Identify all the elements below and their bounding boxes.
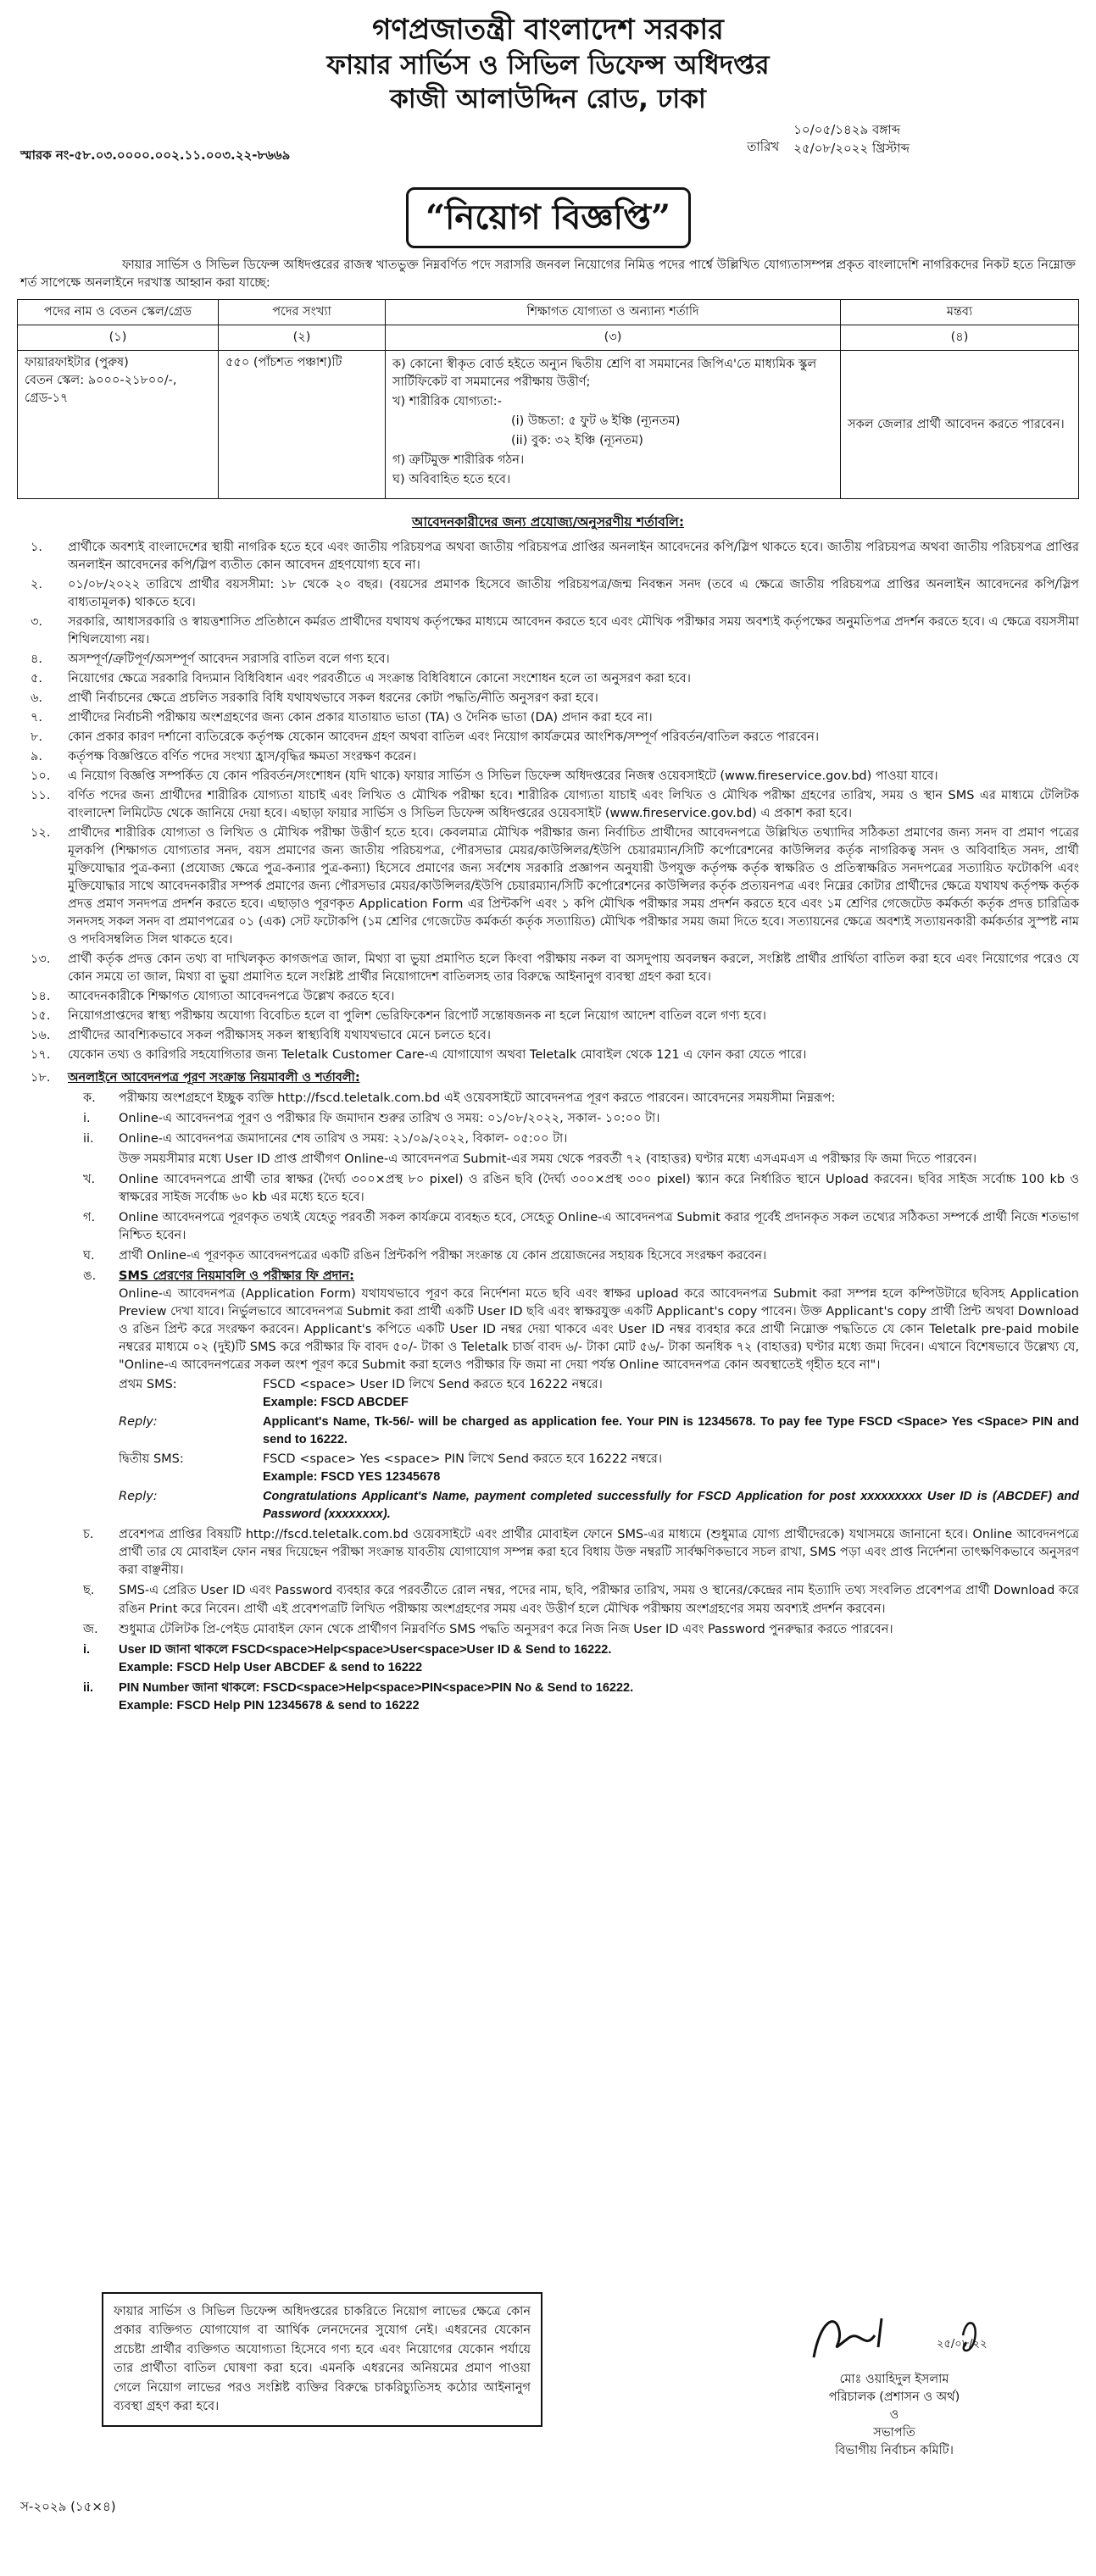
- department-name: ফায়ার সার্ভিস ও সিভিল ডিফেন্স অধিদপ্তর: [326, 49, 770, 80]
- second-sms-example: Example: FSCD YES 12345678: [263, 1470, 441, 1485]
- header-post-name: পদের নাম ও বেতন স্কেল/গ্রেড: [18, 300, 219, 325]
- online-ka-text: পরীক্ষায় অংশগ্রহণে ইচ্ছুক ব্যক্তি http://fscd.teletalk.com.bd এই ওয়েবসাইটে আবেদনপত্র পূরণ করতে পারবেন। আবেদনের সময়সীমা নিম্নরূপ:: [119, 1091, 836, 1106]
- item-text: প্রার্থীদের নির্বাচনী পরীক্ষায় অংশগ্রহণের জন্য কোন প্রকার যাতায়াত ভাতা (TA) ও দৈনিক ভাতা (DA) প্রদান করা হবে না।: [68, 710, 653, 724]
- item-number: ১০.: [31, 769, 51, 783]
- item-text: প্রার্থীদের শারীরিক যোগ্যতা ও লিখিত ও মৌখিক পরীক্ষা উত্তীর্ণ হতে হবে। কেবলমাত্র মৌখিক পরীক্ষার জন্য নির্বাচিত প্রার্থীদের আবেদনপত্রে উল্লিখিত তথ্যাদির সঠিকতা প্রমাণের জন্য সনদ বা প্রমাণ পত্রের মূলকপি (শিক্ষাগত যোগ্যতার সনদ, বয়স প্রমাণের জন্য জাতীয় পরিচয়পত্র, পৌরসভার মেয়র/কাউন্সিলর/ইউপি চেয়ারম্যান/সিটি কর্পোরেশনের কাউন্সিলর কর্তৃক নাগরিকত্ব সনদ ও অবিবাহিত সনদ, প্রার্থী মুক্তিযোদ্ধার পুত্র-কন্যা (প্রযোজ্য ক্ষেত্রে পুত্র-কন্যার পুত্র-কন্যা) হিসেবে প্রমাণের জন্য সর্বশেষ সরকারি প্রজ্ঞাপন অনুযায়ী উপযুক্ত কর্তৃপক্ষ কর্তৃক স্বাক্ষরিত ও প্রতিস্বাক্ষরিত সনদপত্রের সত্যায়িত ফটোকপি এবং মুক্তিযোদ্ধার সাথে আবেদনকারীর সম্পর্ক প্রমাণের জন্য পৌরসভার মেয়র/কাউন্সিলর/ইউপি চেয়ারম্যান/সিটি কর্পোরেশনের কাউন্সিলর কর্তৃক প্রত্যয়নপত্র এবং নিম্নের কোটার প্রার্থীদের ক্ষেত্রে যথাযথ কর্তৃপক্ষ কর্তৃক প্রদত্ত প্রমাণ সনদপত্র প্রদর্শন করতে হবে। এছাড়াও পূরণকৃত Application Form এর প্রিন্টকপি এবং ১ কপি মৌখিক পরীক্ষার সময় প্রদর্শন করতে হবে এবং ১ম শ্রেণির গেজেটেড কর্মকর্তা কর্তৃক প্রদত্ত চারিত্রিক সনদসহ সকল সনদ বা প্রমাণপত্রের ০১ (এক) সেট ফটোকপি (১ম শ্রেণির গেজেটেড কর্মকর্তা কর্তৃক সত্যায়িত) মৌখিক পরীক্ষার সময় জমা দিতে হবে। সত্যায়নের ক্ষেত্রে অবশ্যই সত্যায়নকারী কর্মকর্তার সুস্পষ্ট নাম ও পদবিসম্বলিত সিল থাকতে হবে।: [68, 825, 1079, 947]
- signature-block: [754, 2305, 1034, 2460]
- online-item-ja: [68, 1621, 1079, 1639]
- item-text: কোন প্রকার কারণ দর্শানো ব্যতিরেকে কর্তৃপক্ষ যেকোন আবেদন গ্রহণ অথবা বাতিল এবং নিয়োগ কার্যক্রমের আংশিক/সম্পূর্ণ পরিবর্তন/বাতিল করতে পারবেন।: [68, 730, 820, 744]
- item-text: নিয়োগপ্রাপ্তদের স্বাস্থ্য পরীক্ষায় অযোগ্য বিবেচিত হলে বা পুলিশ ভেরিফিকেশন রিপোর্ট সন্তোষজনক না হলে নিয়োগ আদেশ বাতিল বলে গণ্য হবে।: [68, 1009, 766, 1024]
- header-post-count: পদের সংখ্যা: [219, 300, 386, 325]
- date-bangla: ১০/০৫/১৪২৯ বঙ্গাব্দ: [793, 122, 901, 138]
- second-sms-row: [119, 1451, 1079, 1486]
- admit-download-text: SMS-এ প্রেরিত User ID এবং Password ব্যবহার করে পরবর্তীতে রোল নম্বর, পদের নাম, ছবি, পরীক্ষার তারিখ, সময় ও স্থানের/কেন্দ্রের নাম ইত্যাদি তথ্য সংবলিত প্রবেশপত্র প্রার্থী Download করে রঙিন Print করে নিবেন। প্রার্থী এই প্রবেশপত্রটি লিখিত পরীক্ষায় অংশগ্রহণের সময় এবং উত্তীর্ণ হলে মৌখিক পরীক্ষায় অংশগ্রহণের সময় অবশ্যই প্রদর্শন করবেন।: [119, 1584, 1079, 1616]
- sms-rules-body: Online-এ আবেদনপত্র (Application Form) যথাযথভাবে পূরণ করে নির্দেশনা মতে ছবি এবং স্বাক্ষর upload করে আবেদনপত্র Submit করা সম্পন্ন হলে কম্পিউটারে ছবিসহ Application Preview দেখা যাবে। নির্ভুলভাবে আবেদনপত্র Submit করা প্রার্থী একটি User ID ছবি এবং স্বাক্ষরযুক্ত একটি Applicant's copy পাবেন। উক্ত Applicant's copy প্রার্থী প্রিন্ট অথবা Download ও রঙিন প্রিন্ট করে সংরক্ষণ করবেন। Applicant's কপিতে একটি User ID নম্বর দেয়া থাকবে এবং User ID নম্বর ব্যবহার করে প্রার্থী নিম্নোক্ত পদ্ধতিতে যে কোন Teletalk pre-paid mobile নম্বরের মাধ্যমে ০২ (দুই)টি SMS করে পরীক্ষার ফি বাবদ ৫০/- টাকা ও Teletalk চার্জ বাবদ ৬/- টাকা মোট ৫৬/- টাকা অনধিক ৭২ (বাহাত্তর) ঘণ্টার মধ্যে জমা দিবেন। এখানে বিশেষভাবে উল্লেখ্য যে, "Online-এ আবেদনপত্রের সকল অংশ পূরণ করে Submit করা হলেও পরীক্ষার ফি জমা না দেয়া পর্যন্ত Online আবেদনপত্র কোন অবস্থাতেই গৃহীত হবে না"।: [119, 1287, 1079, 1373]
- end-date-text: Online-এ আবেদনপত্র জমাদানের শেষ তারিখ ও সময়: ২১/০৯/২০২২, বিকাল- ০৫:০০ টা।: [119, 1132, 568, 1146]
- col-number: (৩): [386, 325, 841, 351]
- committee-name: বিভাগীয় নির্বাচন কমিটি।: [835, 2444, 954, 2458]
- first-reply-row: [119, 1413, 1079, 1449]
- online-item-ja-ii: [68, 1679, 1079, 1715]
- intro-paragraph: ফায়ার সার্ভিস ও সিভিল ডিফেন্স অধিদপ্তরের রাজস্ব খাতভুক্ত নিম্নবর্ণিত পদে সরাসরি জনবল নিয়োগের নিমিত্ত পদের পার্শ্বে উল্লিখিত যোগ্যতাসম্পন্ন প্রকৃত বাংলাদেশি নাগরিকদের নিকট হতে নিম্নোক্ত শর্ত সাপেক্ষে অনলাইনে দরখাস্ত আহ্বান করা যাচ্ছে:: [20, 258, 1076, 291]
- item-number: ১.: [31, 540, 43, 554]
- item-marker: ঙ.: [83, 1269, 97, 1284]
- list-item: [17, 576, 1079, 612]
- second-sms-label: দ্বিতীয় SMS:: [119, 1452, 184, 1467]
- online-item-ja-i: [68, 1641, 1079, 1677]
- item-number: ১৮.: [31, 1071, 51, 1085]
- item-text: ০১/০৮/২০২২ তারিখে প্রার্থীর বয়সসীমা: ১৮ থেকে ২০ বছর। (বয়সের প্রমাণক হিসেবে জাতীয় পরিচয়পত্র/জন্ম নিবন্ধন সনদ (তবে এ ক্ষেত্রে জাতীয় পরিচয়পত্র প্রাপ্তির অনলাইন আবেদনের কপি/স্লিপ বাধ্যতামূলক) থাকতে হবে।: [68, 577, 1079, 609]
- list-item: [17, 768, 1079, 786]
- start-date-text: Online-এ আবেদনপত্র পূরণ ও পরীক্ষার ফি জমাদান শুরুর তারিখ ও সময়: ০১/০৮/২০২২, সকাল- ১০:০০ টা।: [119, 1112, 660, 1126]
- item-text: প্রার্থী নির্বাচনের ক্ষেত্রে প্রচলিত সরকারি বিধি যথাযথভাবে সকল ধরনের কোটা পদ্ধতি/নীতি অনুসরণ করা হবে।: [68, 691, 598, 705]
- signature-mark: [754, 2305, 1034, 2371]
- first-sms-example: Example: FSCD ABCDEF: [263, 1396, 409, 1410]
- qualification-item: (i) উচ্চতা: ৫ ফুট ৬ ইঞ্চি (ন্যূনতম): [511, 414, 681, 429]
- qualification-item: ঘ) অবিবাহিত হতে হবে।: [392, 473, 511, 487]
- item-marker: ii.: [83, 1680, 94, 1695]
- list-item: [17, 787, 1079, 823]
- online-section-title: অনলাইনে আবেদনপত্র পূরণ সংক্রান্ত নিয়মাবলী ও শর্তাবলী:: [68, 1071, 360, 1085]
- second-sms-format: FSCD <space> Yes <space> PIN লিখে Send করতে হবে 16222 নম্বরে।: [263, 1452, 663, 1467]
- item-number: ১৫.: [31, 1009, 51, 1024]
- memo-number: স্মারক নং-৫৮.০৩.০০০০.০০২.১১.০০৩.২২-৮৬৬৯: [20, 147, 291, 164]
- signatory-name: মোঃ ওয়াহিদুল ইসলাম: [839, 2373, 949, 2386]
- item-marker: ঘ.: [83, 1249, 95, 1263]
- second-reply-row: [119, 1488, 1079, 1524]
- grade: গ্রেড-১৭: [25, 391, 69, 406]
- item-number: ৮.: [31, 730, 43, 744]
- item-marker: ক.: [83, 1091, 96, 1106]
- print-serial: স-২০২৯ (১৫×৪): [20, 2499, 116, 2514]
- item-number: ১৪.: [31, 990, 51, 1003]
- online-ka-note: উক্ত সময়সীমার মধ্যে User ID প্রাপ্ত প্রার্থীগণ Online-এ আবেদনপত্র Submit-এর সময় থেকে পরবর্তী ৭২ (বাহাত্তর) ঘণ্টার মধ্যে এসএমএস এ পরীক্ষার ফি জমা দিতে পারবেন।: [119, 1152, 977, 1167]
- reply-label: Reply:: [119, 1490, 158, 1504]
- col-number: (৪): [841, 325, 1079, 351]
- signatory-designation: পরিচালক (প্রশাসন ও অর্থ): [828, 2390, 960, 2405]
- col-number: (১): [18, 325, 219, 351]
- list-item: [17, 1046, 1079, 1064]
- item-marker: চ.: [83, 1528, 94, 1542]
- letterhead: [17, 12, 1079, 116]
- government-name: গণপ্রজাতন্ত্রী বাংলাদেশ সরকার: [372, 13, 724, 47]
- online-item-ga: [68, 1209, 1079, 1245]
- conditions-list: [17, 539, 1079, 1715]
- photo-upload-text: Online আবেদনপত্রে প্রার্থী তার স্বাক্ষর (দৈর্ঘ্য ৩০০×প্রস্থ ৮০ pixel) ও রঙিন ছবি (দৈর্ঘ্য ৩০০×প্রস্থ ৩০০ pixel) স্ক্যান করে নির্ধারিত স্থানে Upload করবেন। ছবির সাইজ সর্বোচ্চ 100 kb ও স্বাক্ষরের সাইজ সর্বোচ্চ ৬০ kb এর মধ্যে হতে হবে।: [119, 1173, 1079, 1205]
- online-item-cha: [68, 1526, 1079, 1579]
- notice-title: “নিয়োগ বিজ্ঞপ্তি”: [406, 187, 691, 248]
- qualification-item: ক) কোনো স্বীকৃত বোর্ড হইতে অন্যুন দ্বিতীয় শ্রেণি বা সমমানের জিপিএ'তে মাধ্যমিক স্কুল সার্টিফিকেট বা সমমানের পরীক্ষায় উত্তীর্ণ;: [392, 358, 817, 390]
- accuracy-text: Online আবেদনপত্রে পূরণকৃত তথ্যই যেহেতু পরবর্তী সকল কার্যক্রমে ব্যবহৃত হবে, সেহেতু Online-এ আবেদনপত্র Submit করার পূর্বেই প্রদানকৃত সকল তথ্যের সঠিকতা সম্পর্কে প্রার্থী নিজে শতভাগ নিশ্চিত হবেন।: [119, 1211, 1079, 1243]
- item-text: কর্তৃপক্ষ বিজ্ঞপ্তিতে বর্ণিত পদের সংখ্যা হ্রাস/বৃদ্ধির ক্ষমতা সংরক্ষণ করেন।: [68, 749, 417, 763]
- first-sms-label: প্রথম SMS:: [119, 1378, 177, 1392]
- item-marker: ছ.: [83, 1584, 95, 1598]
- list-item: [17, 951, 1079, 986]
- signatory-and: ও: [889, 2408, 899, 2423]
- post-count: ৫৫০ (পাঁচশত পঞ্চাশ)টি: [219, 351, 386, 499]
- column-number-row: [18, 325, 1079, 351]
- qualification-item: (ii) বুক: ৩২ ইঞ্চি (ন্যূনতম): [511, 434, 643, 448]
- item-number: ৫.: [31, 671, 43, 686]
- online-item-chha: [68, 1582, 1079, 1618]
- remarks: সকল জেলার প্রার্থী আবেদন করতে পারবেন।: [841, 351, 1079, 499]
- print-copy-text: প্রার্থী Online-এ পূরণকৃত আবেদনপত্রের একটি রঙিন প্রিন্টকপি পরীক্ষা সংক্রান্ত যে কোন প্রয়োজনের সহায়ক হিসেবে সংরক্ষণ করবেন।: [119, 1249, 767, 1263]
- list-item: [17, 1008, 1079, 1025]
- date-english: ২৫/০৮/২০২২ খ্রিস্টাব্দ: [793, 140, 910, 156]
- pin-recovery-example: Example: FSCD Help PIN 12345678 & send to 16222: [119, 1698, 420, 1713]
- col-number: (২): [219, 325, 386, 351]
- list-item: [17, 729, 1079, 747]
- user-id-recovery-example: Example: FSCD Help User ABCDEF & send to 16222: [119, 1660, 423, 1674]
- item-number: ১১.: [31, 788, 51, 802]
- sms-rules-title: SMS প্রেরণের নিয়মাবলি ও পরীক্ষার ফি প্রদান:: [119, 1269, 354, 1284]
- header-qualification: শিক্ষাগত যোগ্যতা ও অন্যান্য শর্তাদি: [386, 300, 841, 325]
- recruitment-notice-page: [17, 0, 1079, 2542]
- item-number: ১৩.: [31, 952, 51, 966]
- office-address: কাজী আলাউদ্দিন রোড, ঢাকা: [390, 83, 706, 114]
- issue-date: [747, 121, 910, 158]
- header-remarks: মন্তব্য: [841, 300, 1079, 325]
- first-reply-text: Applicant's Name, Tk-56/- will be charged as application fee. Your PIN is 12345678. To pay fee Type FSCD <Space> Yes <Space> PIN and send to 16222.: [263, 1415, 1079, 1447]
- list-item: [17, 1027, 1079, 1045]
- first-sms-row: [119, 1376, 1079, 1412]
- online-item-gha: [68, 1247, 1079, 1265]
- user-id-recovery: User ID জানা থাকলে FSCD<space>Help<space>User<space>User ID & Send to 16222.: [119, 1642, 612, 1657]
- item-number: ৭.: [31, 710, 43, 724]
- item-number: ৩.: [31, 614, 43, 629]
- pay-scale: বেতন স্কেল: ৯০০০-২১৮০০/-,: [25, 374, 177, 388]
- item-number: ১৬.: [31, 1029, 51, 1043]
- post-table: [17, 299, 1079, 499]
- item-number: ২.: [31, 577, 43, 591]
- online-item-uma: [68, 1268, 1079, 1524]
- qualification-item: খ) শারীরিক যোগ্যতা:-: [392, 395, 502, 409]
- item-marker: গ.: [83, 1211, 96, 1225]
- item-marker: i.: [83, 1642, 91, 1657]
- list-item: [17, 613, 1079, 649]
- list-item: [17, 539, 1079, 575]
- item-text: সরকারি, আধাসরকারি ও স্বায়ত্তশাসিত প্রতিষ্ঠানে কর্মরত প্রার্থীদের যথাযথ কর্তৃপক্ষের মাধ্যমে আবেদন করতে হবে এবং মৌখিক পরীক্ষার সময় অবশ্যই কর্তৃপক্ষের অনুমতিপত্র প্রদর্শন করতে হবে। এ ক্ষেত্রে বয়সসীমা শিথিলযোগ্য নয়।: [68, 614, 1079, 647]
- table-header-row: [18, 300, 1079, 325]
- item-text: নিয়োগের ক্ষেত্রে সরকারি বিদ্যমান বিধিবিধান এবং পরবর্তীতে এ সংক্রান্ত বিধিবিধানে কোনো সংশোধন হলে তা অনুসরণ করা হবে।: [68, 671, 691, 686]
- item-text: বর্ণিত পদের জন্য প্রার্থীদের শারীরিক যোগ্যতা যাচাই এবং লিখিত ও মৌখিক পরীক্ষা হবে। শারীরিক যোগ্যতা যাচাই এবং লিখিত ও মৌখিক পরীক্ষা গ্রহণের তারিখ, সময় ও স্থান SMS এর মাধ্যমে টেলিটক বাংলাদেশ লিমিটেড থেকে জানিয়ে দেয়া হবে। এছাড়া ফায়ার সার্ভিস ও সিভিল ডিফেন্স অধিদপ্তরের ওয়েবসাইট (www.fireservice.gov.bd) এ প্রকাশ করা হবে।: [68, 788, 1079, 820]
- recovery-text: শুধুমাত্র টেলিটক প্রি-পেইড মোবাইল ফোন থেকে প্রার্থীগণ নিম্নবর্ণিত SMS পদ্ধতি অনুসরণ করে নিজ নিজ User ID এবং Password পুনরুদ্ধার করতে পারবেন।: [119, 1622, 893, 1636]
- online-item-ka: [68, 1090, 1079, 1108]
- list-item: [17, 988, 1079, 1006]
- list-item: [17, 824, 1079, 949]
- post-name: ফায়ারফাইটার (পুরুষ): [25, 356, 129, 370]
- admit-card-text: প্রবেশপত্র প্রাপ্তির বিষয়টি http://fscd.teletalk.com.bd ওয়েবসাইটে এবং প্রার্থীর মোবাইল ফোনে SMS-এর মাধ্যমে (শুধুমাত্র যোগ্য প্রার্থীদেরকে) যথাসময়ে জানানো হবে। Online আবেদনপত্রে প্রার্থী তার যে মোবাইল ফোন নম্বর দিয়েছেন পরীক্ষা সংক্রান্ত যাবতীয় যোগাযোগ সম্পন্ন করা হবে বিধায় উক্ত নম্বরটি সার্বক্ষণিকভাবে সচল রাখা, SMS পড়া এবং প্রাপ্ত নির্দেশনা তাৎক্ষণিকভাবে অনুসরণ করা বাঞ্ছনীয়।: [119, 1528, 1079, 1578]
- item-number: ৯.: [31, 749, 43, 763]
- item-number: ৪.: [31, 652, 43, 666]
- online-item-ka-i: [68, 1110, 1079, 1128]
- reply-label: Reply:: [119, 1415, 158, 1430]
- item-text: আবেদনকারীকে শিক্ষাগত যোগ্যতা আবেদনপত্রে উল্লেখ করতে হবে।: [68, 990, 395, 1003]
- signatory-role: সভাপতি: [873, 2426, 915, 2440]
- qualification-item: গ) ত্রুটিমুক্ত শারীরিক গঠন।: [392, 453, 525, 468]
- item-text: প্রার্থীকে অবশ্যই বাংলাদেশের স্থায়ী নাগরিক হতে হবে এবং জাতীয় পরিচয়পত্র অথবা জাতীয় পরিচয়পত্র প্রাপ্তির অনলাইন আবেদনের কপি/স্লিপ থাকতে হবে। জাতীয় পরিচয়পত্র অথবা জাতীয় পরিচয়পত্র প্রাপ্তির অনলাইন আবেদনের কপি/স্লিপ ব্যতীত কোন আবেদন গ্রহণযোগ্য হবে না।: [68, 540, 1079, 572]
- item-marker: খ.: [83, 1173, 96, 1187]
- list-item: [17, 651, 1079, 669]
- item-marker: i.: [83, 1112, 91, 1126]
- item-number: ১৭.: [31, 1048, 51, 1063]
- item-text: প্রার্থীদের আবশ্যিকভাবে সকল পরীক্ষাসহ সকল স্বাস্থ্যবিধি যথাযথভাবে মেনে চলতে হবে।: [68, 1029, 491, 1043]
- memo-date-row: [17, 121, 1079, 180]
- item-marker: ii.: [83, 1132, 94, 1146]
- list-item: [17, 670, 1079, 688]
- online-item-kha: [68, 1171, 1079, 1207]
- item-text: প্রার্থী কর্তৃক প্রদত্ত কোন তথ্য বা দাখিলকৃত কাগজপত্র জাল, মিথ্যা বা ভুয়া প্রমাণিত হলে কিংবা পরীক্ষায় নকল বা অসদুপায় অবলম্বন করলে, সংশ্লিষ্ট প্রার্থীর প্রার্থিতা বাতিল করা হবে এবং নিয়োগের পরেও যে কোন সময়ে তা জাল, মিথ্যা বা ভুয়া প্রমাণিত হলে সংশ্লিষ্ট প্রার্থীর নিয়োগাদেশ বাতিলসহ তার বিরুদ্ধে আইনানুগ ব্যবস্থা গ্রহণ করা হবে।: [68, 952, 1079, 984]
- list-item: [17, 748, 1079, 766]
- list-item: [17, 690, 1079, 708]
- anti-corruption-warning-box: ফায়ার সার্ভিস ও সিভিল ডিফেন্স অধিদপ্তরের চাকরিতে নিয়োগ লাভের ক্ষেত্রে কোন প্রকার ব্যক্তিগত যোগাযোগ বা আর্থিক লেনদেনের সুযোগ নেই। এধরনের যেকোন প্রচেষ্টা প্রার্থীর ব্যক্তিগত অযোগ্যতা হিসেবে গণ্য হবে এবং নিয়োগের যেকোন পর্যায়ে তার প্রার্থীতা বাতিল ঘোষণা করা হবে। এমনকি এধরনের অনিয়মের প্রমাণ পাওয়া গেলে নিয়োগ লাভের পরও সংশ্লিষ্ট ব্যক্তির বিরুদ্ধে চাকরিচ্যুতিসহ কঠোর আইনানুগ ব্যবস্থা গ্রহণ করা হবে।: [102, 2292, 542, 2427]
- item-marker: জ.: [83, 1622, 98, 1636]
- first-sms-format: FSCD <space> User ID লিখে Send করতে হবে 16222 নম্বরে।: [263, 1378, 603, 1392]
- table-row: [18, 351, 1079, 499]
- online-application-section: [17, 1069, 1079, 1715]
- online-item-ka-ii: [68, 1130, 1079, 1148]
- item-number: ৬.: [31, 691, 43, 705]
- list-item: [17, 709, 1079, 727]
- second-reply-text: Congratulations Applicant's Name, payment completed successfully for FSCD Application for post xxxxxxxxx User ID is (ABCDEF) and Password (xxxxxxxx).: [263, 1490, 1079, 1522]
- signature-date: ২৫/০৮/২২: [937, 2338, 988, 2351]
- item-text: অসম্পূর্ণ/ত্রুটিপূর্ণ/অসম্পূর্ণ আবেদন সরাসরি বাতিল বলে গণ্য হবে।: [68, 652, 390, 666]
- post-cell: [18, 351, 219, 499]
- item-text: এ নিয়োগ বিজ্ঞপ্তি সম্পর্কিত যে কোন পরিবর্তন/সংশোধন (যদি থাকে) ফায়ার সার্ভিস ও সিভিল ডিফেন্স অধিদপ্তরের নিজস্ব ওয়েবসাইটে (www.fireservice.gov.bd) পাওয়া যাবে।: [68, 769, 938, 783]
- item-text: যেকোন তথ্য ও কারিগরি সহযোগিতার জন্য Teletalk Customer Care-এ যোগাযোগ অথবা Teletalk মোবাইল থেকে 121 এ ফোন করা যেতে পারে।: [68, 1048, 807, 1063]
- item-number: ১২.: [31, 825, 51, 840]
- conditions-title: আবেদনকারীদের জন্য প্রযোজ্য/অনুসরণীয় শর্তাবলি:: [411, 514, 685, 530]
- date-label: তারিখ: [747, 139, 780, 155]
- pin-recovery: PIN Number জানা থাকলে: FSCD<space>Help<space>PIN<space>PIN No & Send to 16222.: [119, 1680, 634, 1695]
- qualification-cell: [386, 351, 841, 499]
